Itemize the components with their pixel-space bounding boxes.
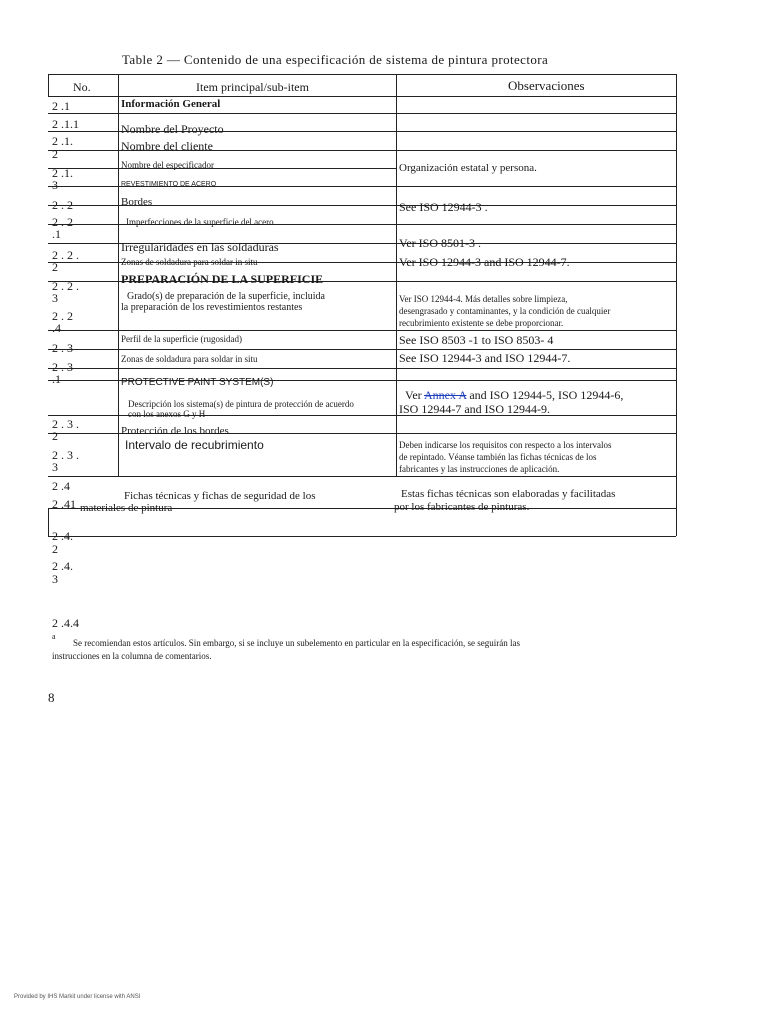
row-number: 2 .1	[52, 99, 70, 113]
row-number: 3	[52, 291, 58, 305]
row-item: Imperfecciones de la superficie del acero	[126, 217, 274, 227]
row-observation: ISO 12944-7 and ISO 12944-9.	[399, 402, 550, 416]
row-item: Nombre del especificador	[121, 160, 214, 170]
row-observation: Ver ISO 12944-3 and ISO 12944-7.	[399, 255, 570, 269]
row-number: 2 .4.	[52, 559, 73, 573]
row-item: Nombre del Proyecto	[121, 122, 224, 136]
table-rule	[48, 536, 676, 537]
row-observation: Organización estatal y persona.	[399, 162, 537, 174]
row-item: con los anexos G y H	[128, 409, 206, 419]
row-item: Fichas técnicas y fichas de seguridad de los	[124, 490, 316, 502]
table-rule	[48, 168, 396, 169]
header-no: No.	[73, 80, 91, 94]
row-item: Irregularidades en las soldaduras	[121, 240, 279, 254]
row-number: .1	[52, 372, 61, 386]
footnote-text: instrucciones en la columna de comentarios.	[52, 651, 212, 661]
footnote-text: Se recomiendan estos artículos. Sin embargo, si se incluye un subelemento en particular en la especificación, se seguirán las	[73, 638, 520, 648]
row-number: 2 .41	[52, 497, 76, 511]
header-observaciones: Observaciones	[508, 78, 585, 93]
row-item: Zonas de soldadura para soldar in situ	[121, 354, 258, 364]
row-observation: desengrasado y contaminantes, y la condición de cualquier	[399, 306, 611, 316]
row-observation: recubrimiento existente se debe proporcionar.	[399, 318, 564, 328]
row-number: 2 .4	[52, 479, 70, 493]
table-rule	[48, 368, 676, 369]
row-item: Información General	[121, 98, 221, 110]
row-number: 3	[52, 178, 58, 192]
header-item: Item principal/sub-item	[196, 80, 309, 94]
table-rule	[118, 96, 119, 476]
table-rule	[48, 113, 676, 114]
annex-a-link[interactable]: Annex A	[424, 388, 467, 402]
row-number: 2	[52, 147, 58, 161]
row-item: la preparación de los revestimientos restantes	[121, 302, 303, 313]
row-observation	[405, 388, 623, 403]
obs-text: Ver	[405, 388, 424, 402]
table-rule	[676, 74, 677, 476]
table-rule	[48, 96, 676, 97]
row-item: Zonas de soldadura para soldar in situ	[121, 257, 258, 267]
table-title: Table 2 — Contenido de una especificación de sistema de pintura protectora	[122, 52, 549, 67]
row-item: Bordes	[121, 196, 153, 208]
table-rule	[396, 74, 397, 476]
row-observation: fabricantes y las instrucciones de aplicación.	[399, 464, 560, 474]
table-rule	[48, 74, 49, 96]
row-number: 2	[52, 542, 58, 556]
row-number: 2 .1.	[52, 166, 73, 180]
row-observation: de repintado. Véanse también las fichas técnicas de los	[399, 452, 597, 462]
table-rule	[48, 330, 676, 331]
table-rule	[48, 508, 49, 536]
row-item: PROTECTIVE PAINT SYSTEM(S)	[121, 377, 274, 388]
row-number: 2 . 3	[52, 360, 73, 374]
row-observation: por los fabricantes de pinturas.	[394, 501, 530, 513]
row-number: 2 . 2	[52, 309, 73, 323]
row-number: 2 . 2	[52, 215, 73, 229]
row-number: 2 .1.1	[52, 117, 79, 131]
row-item: Grado(s) de preparación de la superficie, incluida	[127, 291, 325, 302]
row-observation: See ISO 12944-3 and ISO 12944-7.	[399, 351, 571, 365]
row-number: 2 .4.4	[52, 616, 79, 630]
row-number: 3	[52, 460, 58, 474]
row-item: Perfil de la superficie (rugosidad)	[121, 334, 242, 344]
row-item: Intervalo de recubrimiento	[125, 438, 264, 452]
row-item: REVESTIMIENTO DE ACERO	[121, 181, 217, 188]
row-number: 2 . 3 .	[52, 417, 79, 431]
row-item: PREPARACIÓN DE LA SUPERFICIE	[121, 272, 324, 286]
row-observation: Estas fichas técnicas son elaboradas y facilitadas	[401, 488, 616, 500]
table-rule	[118, 74, 119, 96]
row-item: Protección de los bordes	[121, 425, 229, 437]
row-observation: See ISO 8503 -1 to ISO 8503- 4	[399, 333, 554, 347]
row-number: 3	[52, 572, 58, 586]
row-number: 2 .1.	[52, 134, 73, 148]
row-number: .4	[52, 321, 61, 335]
row-number: 2 . 3	[52, 341, 73, 355]
row-number: .1	[52, 227, 61, 241]
row-observation: Ver ISO 8501-3 .	[399, 236, 481, 250]
row-number: 2	[52, 260, 58, 274]
row-item: materiales de pintura	[80, 502, 173, 514]
row-number: 2 . 2 .	[52, 248, 79, 262]
table-rule	[48, 74, 676, 75]
footer-license: Provided by IHS Markit under license with ANSI	[14, 994, 141, 1000]
row-observation: Ver ISO 12944-4. Más detalles sobre limpieza,	[399, 294, 568, 304]
table-rule	[48, 476, 676, 477]
row-number: 2 . 3 .	[52, 448, 79, 462]
row-item: Descripción los sistema(s) de pintura de protección de acuerdo	[128, 399, 354, 409]
table-rule	[676, 476, 677, 536]
row-number: 2 . 2	[52, 198, 73, 212]
row-number: 2 . 2 .	[52, 279, 79, 293]
obs-text: and ISO 12944-5, ISO 12944-6,	[466, 388, 624, 402]
row-item: Nombre del cliente	[121, 139, 213, 153]
row-observation: See ISO 12944-3 .	[399, 200, 488, 214]
row-observation: Deben indicarse los requisitos con respecto a los intervalos	[399, 440, 612, 450]
table-rule	[48, 349, 676, 350]
footnote-mark: a	[52, 632, 56, 641]
row-number: 2	[52, 429, 58, 443]
row-number: 2 .4.	[52, 529, 73, 543]
page-number: 8	[48, 690, 55, 705]
